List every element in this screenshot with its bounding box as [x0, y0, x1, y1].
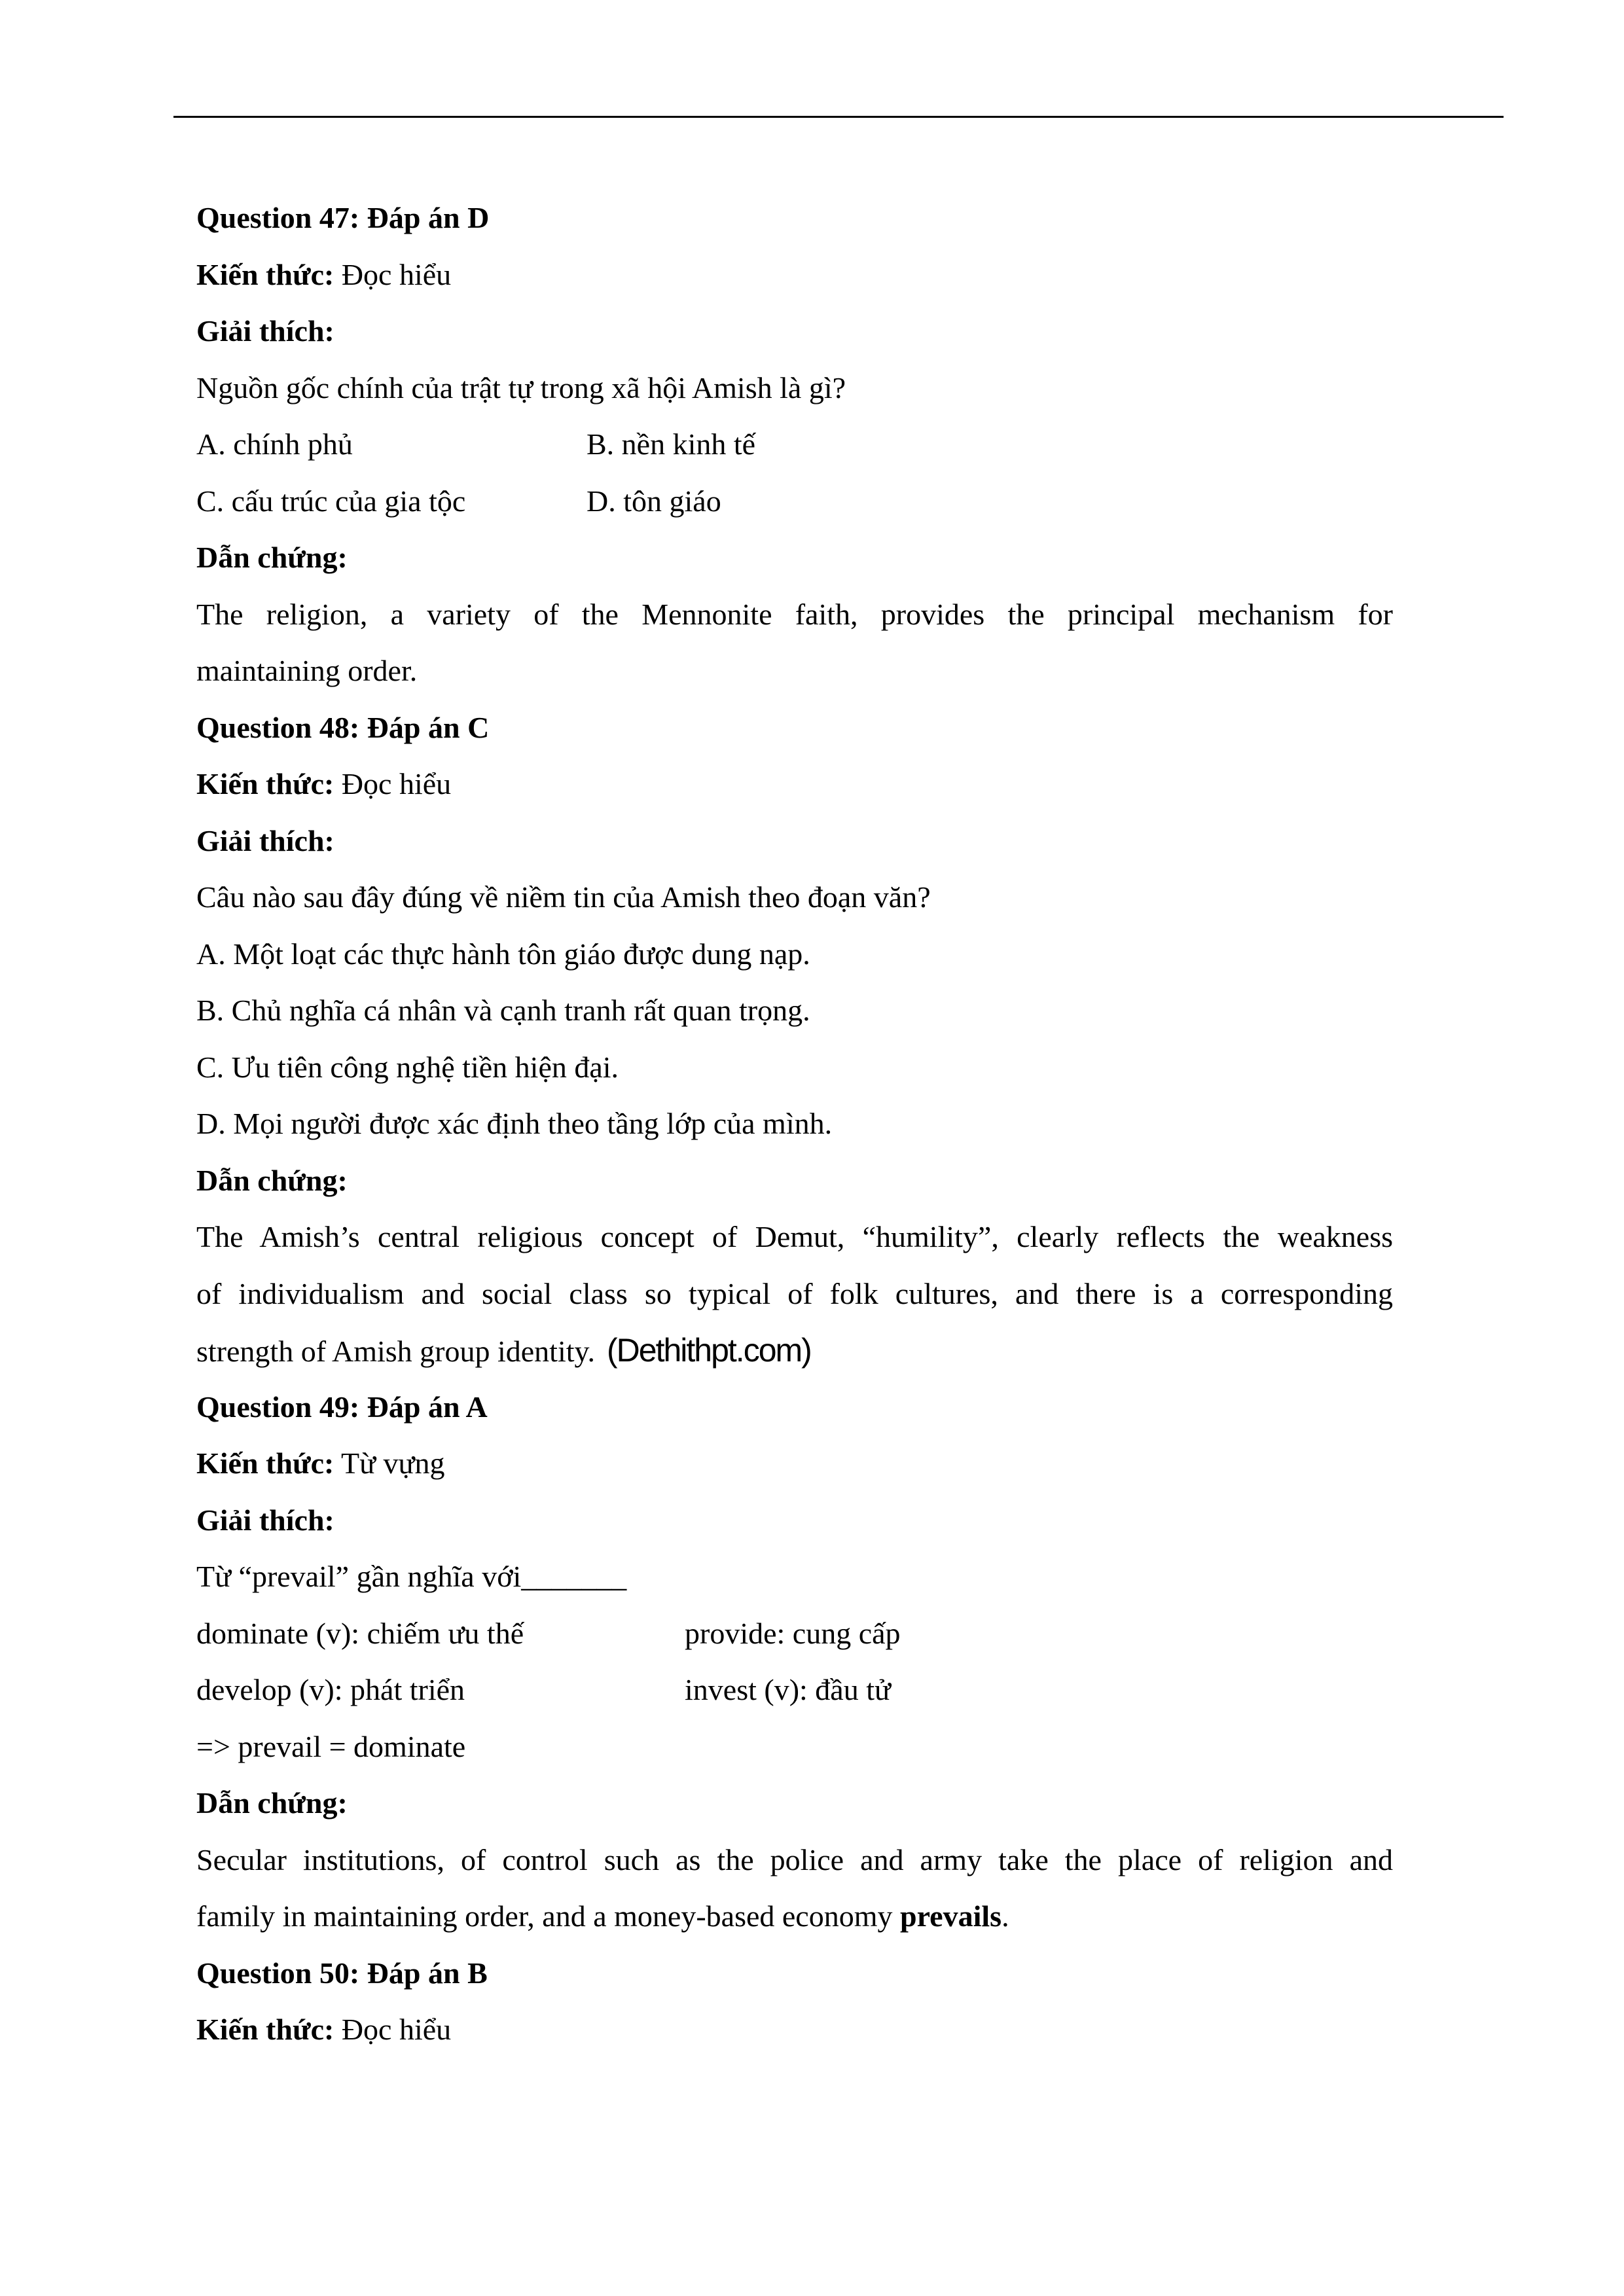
q49-vocab-provide: provide: cung cấp — [685, 1616, 901, 1650]
header-rule — [173, 116, 1504, 118]
q48-knowledge: Kiến thức: Đọc hiểu — [196, 767, 452, 800]
q47-explain-label: Giải thích: — [196, 314, 334, 348]
q48-evidence-line-1: The Amish’s central religious concept of Demut, “humility”, clearly reflects the weakness — [196, 1220, 1393, 1253]
q49-evidence-line-1: Secular institutions, of control such as the police and army take the place of religion and — [196, 1842, 1393, 1876]
q48-evidence-line-3: strength of Amish group identity. (Dethithpt.com) — [196, 1332, 811, 1369]
document-body — [196, 190, 1393, 2058]
q50-title: Question 50: Đáp án B — [196, 1956, 488, 1990]
q48-option-b: B. Chủ nghĩa cá nhân và cạnh tranh rất quan trọng. — [196, 994, 810, 1027]
q49-explain-label: Giải thích: — [196, 1503, 334, 1537]
q48-explain-label: Giải thích: — [196, 823, 334, 857]
q48-option-d: D. Mọi người được xác định theo tầng lớp của mình. — [196, 1107, 833, 1140]
q49-vocab-develop: develop (v): phát triển — [196, 1673, 465, 1706]
q49-vocab-dominate: dominate (v): chiếm ưu thế — [196, 1616, 524, 1650]
q47-title: Question 47: Đáp án D — [196, 201, 490, 234]
q47-options-row-2 — [196, 473, 1393, 530]
q47-question: Nguồn gốc chính của trật tự trong xã hội Amish là gì? — [196, 370, 846, 404]
q47-knowledge: Kiến thức: Đọc hiểu — [196, 257, 452, 291]
q49-question: Từ “prevail” gần nghĩa với_______ — [196, 1560, 627, 1593]
q49-vocab-invest: invest (v): đầu tử — [685, 1673, 891, 1706]
q47-option-a: A. chính phủ — [196, 427, 353, 461]
q47-option-c: C. cấu trúc của gia tộc — [196, 484, 466, 518]
q47-option-d: D. tôn giáo — [586, 484, 721, 518]
q49-keyword: prevails — [900, 1899, 1002, 1933]
q49-vocab-row-2 — [196, 1662, 1393, 1719]
q48-title: Question 48: Đáp án C — [196, 710, 490, 744]
q47-evidence-line-1: The religion, a variety of the Mennonite faith, provides the principal mechanism for — [196, 597, 1393, 631]
q47-options-row-1 — [196, 416, 1393, 473]
watermark-text: (Dethithpt.com) — [607, 1332, 811, 1369]
q48-evidence-line-2: of individualism and social class so typical of folk cultures, and there is a corresponding — [196, 1276, 1393, 1310]
q49-evidence-line-2: family in maintaining order, and a money-based economy prevails. — [196, 1899, 1009, 1933]
q49-conclusion: => prevail = dominate — [196, 1729, 466, 1763]
q47-evidence-line-2: maintaining order. — [196, 654, 418, 687]
q47-option-b: B. nền kinh tế — [586, 427, 756, 461]
q48-evidence-label: Dẫn chứng: — [196, 1163, 348, 1197]
q49-vocab-row-1 — [196, 1605, 1393, 1662]
q49-evidence-label: Dẫn chứng: — [196, 1786, 348, 1820]
q49-knowledge: Kiến thức: Từ vựng — [196, 1446, 445, 1480]
q49-title: Question 49: Đáp án A — [196, 1390, 488, 1424]
q47-evidence-label: Dẫn chứng: — [196, 541, 348, 574]
q50-knowledge: Kiến thức: Đọc hiểu — [196, 2013, 452, 2046]
q48-option-a: A. Một loạt các thực hành tôn giáo được dung nạp. — [196, 937, 810, 971]
q48-question: Câu nào sau đây đúng về niềm tin của Amish theo đoạn văn? — [196, 880, 931, 914]
q48-option-c: C. Ưu tiên công nghệ tiền hiện đại. — [196, 1050, 619, 1084]
